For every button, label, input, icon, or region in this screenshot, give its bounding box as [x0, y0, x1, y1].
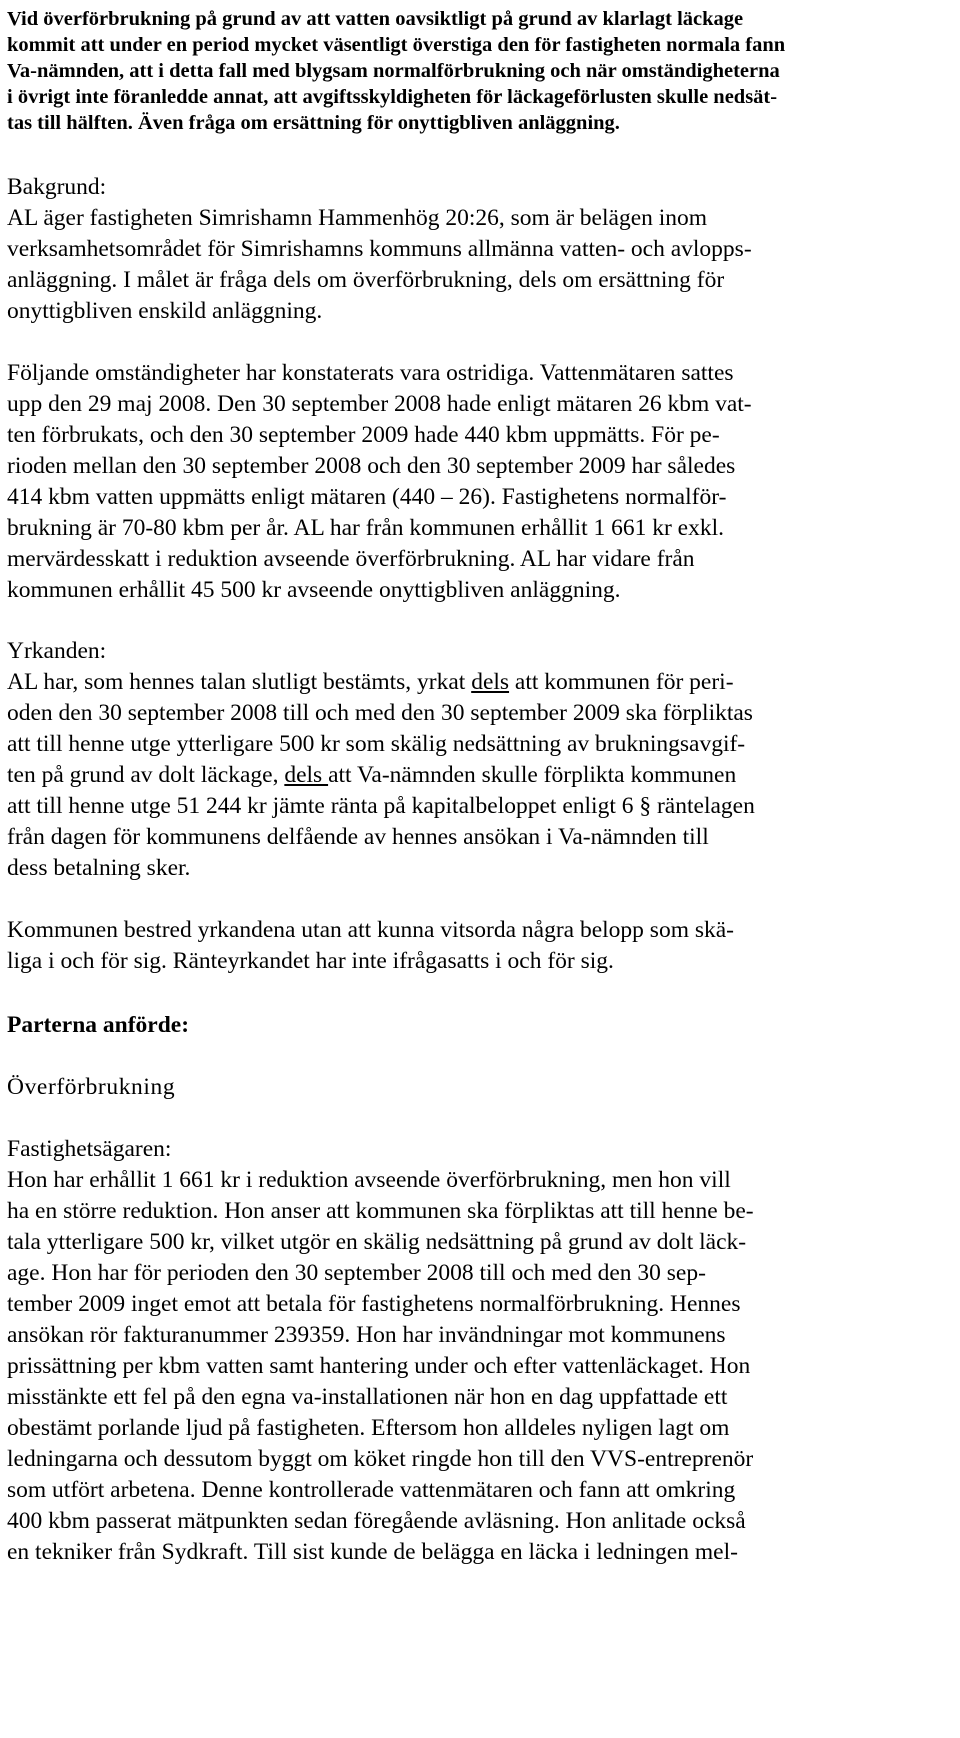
paragraph-line: prissättning per kbm vatten samt hantering under och efter vattenläckaget. Hon	[7, 1353, 751, 1379]
paragraph-line: rioden mellan den 30 september 2008 och den 30 september 2009 har således	[7, 453, 736, 479]
section-heading-yrkanden: Yrkanden:	[7, 638, 107, 664]
underlined-text: dels	[284, 762, 329, 788]
text-run: att kommunen för peri-	[509, 669, 734, 695]
paragraph-line: AL äger fastigheten Simrishamn Hammenhög 20:26, som är belägen inom	[7, 205, 708, 231]
paragraph-line: obestämt porlande ljud på fastigheten. Eftersom hon alldeles nyligen lagt om	[7, 1415, 730, 1441]
paragraph-line: att till henne utge 51 244 kr jämte ränta på kapitalbeloppet enligt 6 § räntelagen	[7, 793, 755, 819]
paragraph-line	[7, 667, 734, 697]
summary-line: kommit att under en period mycket väsentligt överstiga den för fastigheten normala fann	[7, 34, 786, 56]
paragraph-line: Följande omständigheter har konstaterats vara ostridiga. Vattenmätaren sattes	[7, 360, 734, 386]
summary-line: Va-nämnden, att i detta fall med blygsam normalförbrukning och när omständigheterna	[7, 60, 780, 82]
paragraph-line: ledningarna och dessutom byggt om köket ringde hon till den VVS-entreprenör	[7, 1446, 754, 1472]
section-heading-bakgrund: Bakgrund:	[7, 174, 107, 200]
paragraph-line: tember 2009 inget emot att betala för fastighetens normalförbrukning. Hennes	[7, 1291, 741, 1317]
paragraph-line: 414 kbm vatten uppmätts enligt mätaren (440 – 26). Fastighetens normalför-	[7, 484, 727, 510]
paragraph-line: liga i och för sig. Ränteyrkandet har inte ifrågasatts i och för sig.	[7, 948, 614, 974]
text-run: ten på grund av dolt läckage,	[7, 762, 285, 788]
paragraph-line: Kommunen bestred yrkandena utan att kunna vitsorda några belopp som skä-	[7, 917, 734, 943]
paragraph-line: tala ytterligare 500 kr, vilket utgör en skälig nedsättning på grund av dolt läck-	[7, 1229, 747, 1255]
paragraph-line: från dagen för kommunens delfående av hennes ansökan i Va-nämnden till	[7, 824, 709, 850]
paragraph-line: mervärdesskatt i reduktion avseende överförbrukning. AL har vidare från	[7, 546, 695, 572]
text-run: AL har, som hennes talan slutligt bestämts, yrkat	[7, 669, 472, 695]
paragraph-line	[7, 760, 736, 790]
paragraph-line: brukning är 70-80 kbm per år. AL har från kommunen erhållit 1 661 kr exkl.	[7, 515, 725, 541]
paragraph-line: att till henne utge ytterligare 500 kr som skälig nedsättning av brukningsavgif-	[7, 731, 746, 757]
summary-line: tas till hälften. Även fråga om ersättning för onyttigbliven anläggning.	[7, 112, 620, 134]
paragraph-line: age. Hon har för perioden den 30 september 2008 till och med den 30 sep-	[7, 1260, 706, 1286]
paragraph-line: ansökan rör fakturanummer 239359. Hon har invändningar mot kommunens	[7, 1322, 726, 1348]
paragraph-line: upp den 29 maj 2008. Den 30 september 2008 hade enligt mätaren 26 kbm vat-	[7, 391, 752, 417]
paragraph-line: 400 kbm passerat mätpunkten sedan föregående avläsning. Hon anlitade också	[7, 1508, 746, 1534]
section-heading-parterna: Parterna anförde:	[7, 1012, 190, 1038]
paragraph-line: som utfört arbetena. Denne kontrollerade vattenmätaren och fann att omkring	[7, 1477, 736, 1503]
paragraph-line: onyttigbliven enskild anläggning.	[7, 298, 323, 324]
paragraph-line: dess betalning sker.	[7, 855, 191, 881]
subheading-overforbrukning: Överförbrukning	[7, 1074, 176, 1100]
paragraph-line: en tekniker från Sydkraft. Till sist kunde de belägga en läcka i ledningen mel-	[7, 1539, 738, 1565]
text-run: att Va-nämnden skulle förplikta kommunen	[328, 762, 737, 788]
summary-line: Vid överförbrukning på grund av att vatten oavsiktligt på grund av klarlagt läckage	[7, 8, 744, 30]
paragraph-line: verksamhetsområdet för Simrishamns kommuns allmänna vatten- och avlopps-	[7, 236, 752, 262]
paragraph-line: Hon har erhållit 1 661 kr i reduktion avseende överförbrukning, men hon vill	[7, 1167, 731, 1193]
summary-line: i övrigt inte föranledde annat, att avgiftsskyldigheten för läckageförlusten skulle nedsät-	[7, 86, 778, 108]
paragraph-line: ten förbrukats, och den 30 september 2009 hade 440 kbm uppmätts. För pe-	[7, 422, 720, 448]
paragraph-line: misstänkte ett fel på den egna va-installationen när hon en dag uppfattade ett	[7, 1384, 728, 1410]
section-heading-fastighetsagaren: Fastighetsägaren:	[7, 1136, 172, 1162]
paragraph-line: oden den 30 september 2008 till och med den 30 september 2009 ska förpliktas	[7, 700, 753, 726]
paragraph-line: ha en större reduktion. Hon anser att kommunen ska förpliktas att till henne be-	[7, 1198, 754, 1224]
underlined-text: dels	[471, 669, 510, 695]
paragraph-line: kommunen erhållit 45 500 kr avseende onyttigbliven anläggning.	[7, 577, 621, 603]
paragraph-line: anläggning. I målet är fråga dels om överförbrukning, dels om ersättning för	[7, 267, 725, 293]
